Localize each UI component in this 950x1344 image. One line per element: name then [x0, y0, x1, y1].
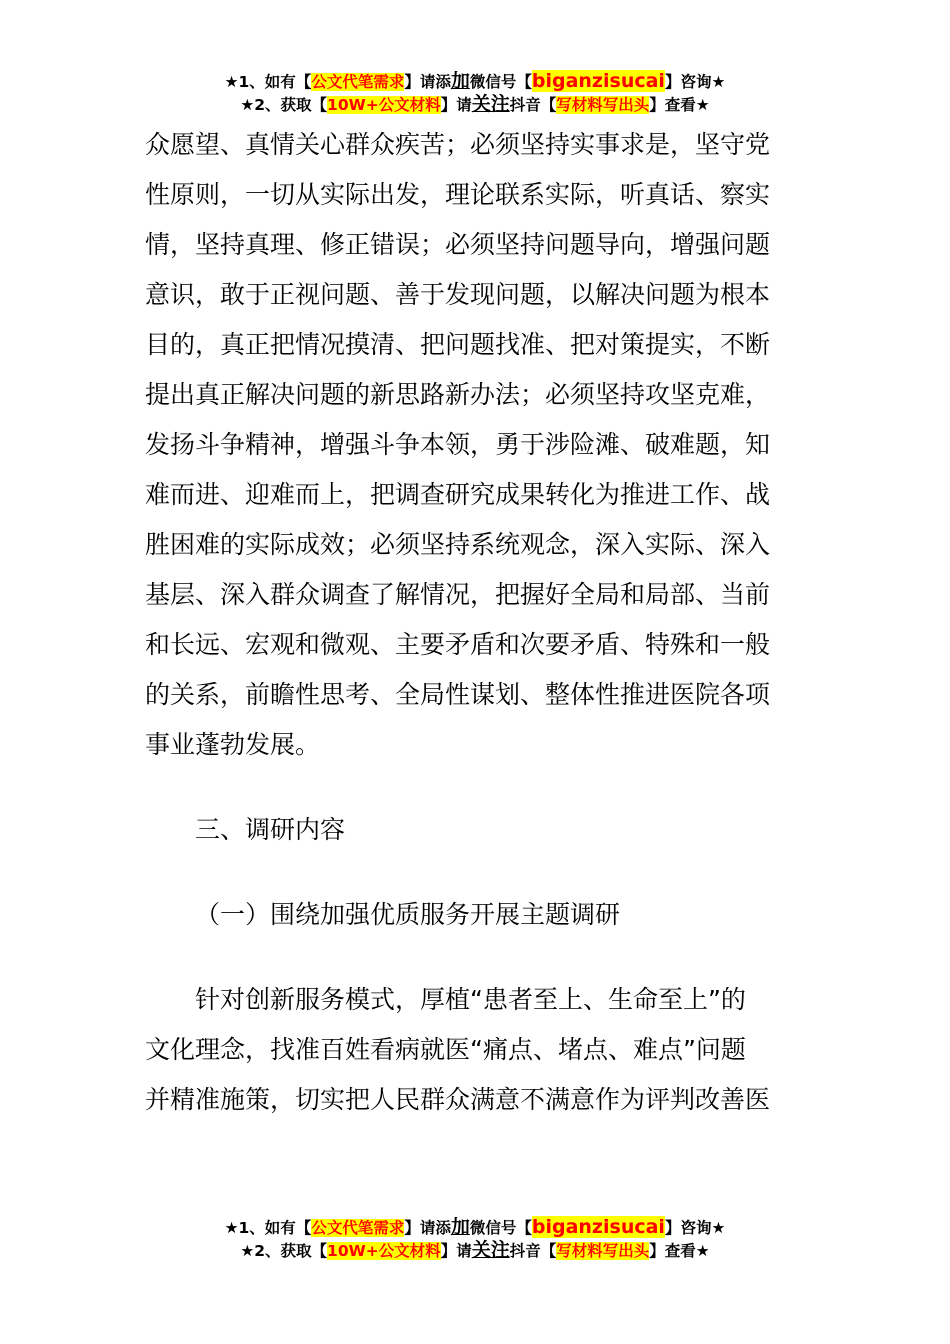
banner-text: 微信号【 [469, 1219, 532, 1237]
banner-line-1 [0, 70, 950, 93]
text-line: 的关系，前瞻性思考、全局性谋划、整体性推进医院各项 [145, 680, 771, 709]
banner-underlined: 加 [450, 70, 470, 92]
section-heading: 三、调研内容 [195, 815, 346, 844]
text-line: 事业蓬勃发展。 [145, 730, 321, 759]
banner-line-1 [0, 1216, 950, 1239]
banner-highlight: 10W+公文材料 [327, 1242, 441, 1260]
paragraph-2 [145, 975, 785, 1125]
text-line: 难而进、迎难而上，把调查研究成果转化为推进工作、战 [145, 480, 771, 509]
text-line: 性原则，一切从实际出发，理论联系实际，听真话、察实 [145, 180, 771, 209]
banner-text: 】请添 [404, 1219, 451, 1237]
text-line: 发扬斗争精神，增强斗争本领，勇于涉险滩、破难题，知 [145, 430, 771, 459]
text-line: 众愿望、真情关心群众疾苦；必须坚持实事求是，坚守党 [145, 130, 771, 159]
banner-highlight: 10W+公文材料 [327, 96, 441, 114]
text-line: 并精准施策，切实把人民群众满意不满意作为评判改善医 [145, 1085, 771, 1114]
paragraph-1 [145, 120, 785, 770]
banner-highlight: 写材料写出头 [556, 1242, 650, 1260]
text-line: 基层、深入群众调查了解情况，把握好全局和局部、当前 [145, 580, 771, 609]
banner-wechat-id: biganzisucai [531, 1216, 665, 1238]
text-line: 情，坚持真理、修正错误；必须坚持问题导向，增强问题 [145, 230, 771, 259]
banner-underlined: 加 [450, 1216, 470, 1238]
banner-underlined: 关注 [471, 93, 510, 115]
text-line: 提出真正解决问题的新思路新办法；必须坚持攻坚克难， [145, 380, 771, 409]
banner-text: 微信号【 [469, 73, 532, 91]
banner-text: 】请 [440, 96, 472, 114]
banner-text: ★2、获取【 [240, 96, 328, 114]
banner-line-2 [0, 1239, 950, 1262]
banner-line-2 [0, 93, 950, 116]
text-line: 针对创新服务模式，厚植“患者至上、生命至上”的 [195, 985, 746, 1014]
banner-text: 抖音【 [509, 96, 557, 114]
footer-banner [0, 1216, 950, 1262]
banner-text: ★1、如有【 [224, 73, 312, 91]
banner-underlined: 关注 [471, 1239, 510, 1261]
banner-highlight: 公文代笔需求 [311, 1219, 405, 1237]
banner-text: 】查看★ [649, 1242, 710, 1260]
text-line: 和长远、宏观和微观、主要矛盾和次要矛盾、特殊和一般 [145, 630, 771, 659]
text-line: 文化理念，找准百姓看病就医“痛点、堵点、难点”问题 [145, 1035, 746, 1064]
header-banner [0, 70, 950, 116]
banner-text: ★1、如有【 [224, 1219, 312, 1237]
banner-highlight: 写材料写出头 [556, 96, 650, 114]
banner-text: 】请 [440, 1242, 472, 1260]
banner-text: 】咨询★ [664, 73, 726, 91]
banner-highlight: 公文代笔需求 [311, 73, 405, 91]
banner-text: 】请添 [404, 73, 451, 91]
text-line: 意识，敢于正视问题、善于发现问题，以解决问题为根本 [145, 280, 771, 309]
text-line: 胜困难的实际成效；必须坚持系统观念，深入实际、深入 [145, 530, 771, 559]
banner-text: 抖音【 [509, 1242, 557, 1260]
banner-text: 】咨询★ [664, 1219, 726, 1237]
banner-text: ★2、获取【 [240, 1242, 328, 1260]
banner-text: 】查看★ [649, 96, 710, 114]
text-line: 目的，真正把情况摸清、把问题找准、把对策提实，不断 [145, 330, 771, 359]
subsection-heading: （一）围绕加强优质服务开展主题调研 [195, 900, 621, 929]
banner-wechat-id: biganzisucai [531, 70, 665, 92]
